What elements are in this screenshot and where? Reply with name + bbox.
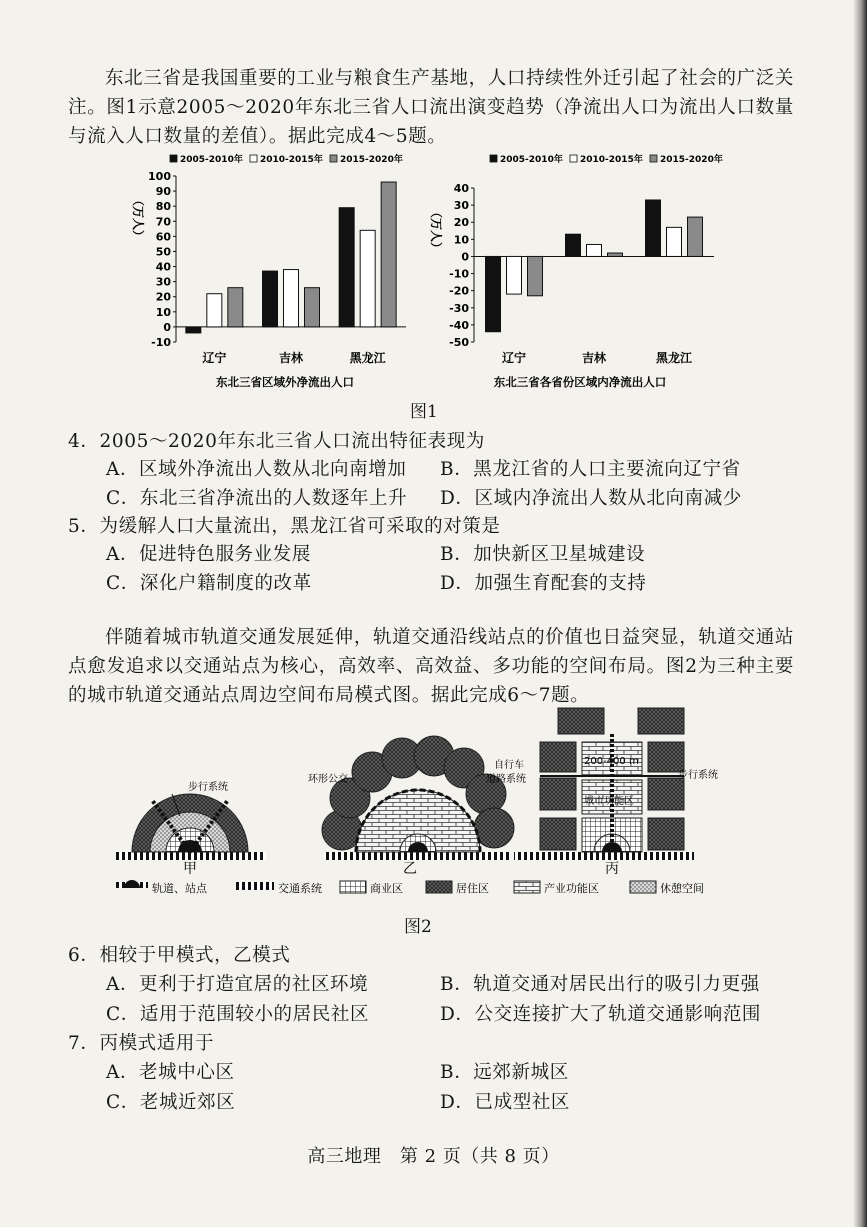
q6-option-c[interactable]: C．适用于范围较小的居民社区 <box>106 1004 370 1025</box>
model-jia <box>116 780 266 877</box>
legend-label: 2015-2020年 <box>340 155 403 165</box>
q4-option-a[interactable]: A．区域外净流出人数从北向南增加 <box>106 459 407 480</box>
question-7-stem: 7．丙模式适用于 <box>68 1033 215 1054</box>
q7-option-a[interactable]: A．老城中心区 <box>106 1062 235 1083</box>
chart-within-region <box>429 153 723 389</box>
y-tick-label: 10 <box>155 305 171 319</box>
bar <box>228 288 243 327</box>
y-tick-label: 50 <box>155 245 171 259</box>
legend-label: 2005-2010年 <box>500 155 563 165</box>
q7-option-d[interactable]: D．已成型社区 <box>440 1092 571 1113</box>
legend-label: 2010-2015年 <box>580 155 643 165</box>
chart-title: 东北三省各省份区域内净流出人口 <box>493 375 667 389</box>
bar <box>566 234 581 256</box>
figure-1 <box>110 150 750 395</box>
figure-1-caption: 图1 <box>410 402 438 422</box>
y-tick-label: -20 <box>449 284 469 298</box>
x-tick-label: 黑龙江 <box>655 351 693 365</box>
q5-option-a[interactable]: A．促进特色服务业发展 <box>106 544 311 565</box>
y-tick-label: -10 <box>449 267 469 281</box>
q7-option-c[interactable]: C．老城近郊区 <box>106 1092 236 1113</box>
legend-swatch <box>330 155 337 162</box>
legend-swatch <box>570 155 577 162</box>
y-tick-label: 20 <box>155 290 171 304</box>
bar <box>207 294 222 327</box>
legend-transport: 交通系统 <box>278 882 322 895</box>
question-6-stem: 6．相较于甲模式，乙模式 <box>68 945 291 966</box>
x-tick-label: 吉林 <box>581 351 607 365</box>
y-tick-label: 40 <box>155 260 171 274</box>
bar <box>608 253 623 256</box>
q4-option-b[interactable]: B．黑龙江省的人口主要流向辽宁省 <box>440 459 741 480</box>
model-bing <box>486 708 718 877</box>
q4-option-c[interactable]: C．东北三省净流出的人数逐年上升 <box>106 488 408 509</box>
legend-rest-space: 休憩空间 <box>660 882 704 895</box>
label-yi: 乙 <box>403 861 417 877</box>
legend-swatch <box>650 155 657 162</box>
q4-option-d[interactable]: D．区域内净流出人数从北向南减少 <box>440 488 742 509</box>
y-tick-label: 20 <box>453 216 469 230</box>
legend-industry: 产业功能区 <box>544 882 599 895</box>
legend-swatch <box>250 155 257 162</box>
chart-out-of-region <box>131 153 406 389</box>
rail-track <box>324 852 510 860</box>
walk-system-label-2: 步行系统 <box>678 770 718 781</box>
q6-option-d[interactable]: D．公交连接扩大了轨道交通影响范围 <box>440 1004 762 1025</box>
x-tick-label: 辽宁 <box>501 351 527 365</box>
x-tick-label: 吉林 <box>278 351 304 365</box>
y-tick-label: 100 <box>148 170 171 183</box>
legend-swatch <box>170 155 177 162</box>
legend-label: 2010-2015年 <box>260 155 323 165</box>
bar <box>263 271 278 327</box>
x-tick-label: 辽宁 <box>202 351 227 365</box>
city-function-label: 城市功能区 <box>584 796 634 807</box>
bar <box>284 270 299 327</box>
question-4-stem: 4．2005～2020年东北三省人口流出特征表现为 <box>68 431 485 452</box>
ring-bus-label: 环形公交 <box>308 774 348 785</box>
q5-option-b[interactable]: B．加快新区卫星城建设 <box>440 544 646 565</box>
y-tick-label: -30 <box>449 301 469 315</box>
y-tick-label: -10 <box>151 336 171 349</box>
q6-option-b[interactable]: B．轨道交通对居民出行的吸引力更强 <box>440 974 760 995</box>
legend-rail-station: 轨道、站点 <box>152 882 207 895</box>
bar <box>305 288 320 327</box>
y-tick-label: 90 <box>155 185 171 199</box>
walk-system-label: 步行系统 <box>188 782 228 793</box>
label-bing: 丙 <box>605 861 619 877</box>
bike-label-2: 道路系统 <box>486 774 526 785</box>
bar <box>587 244 602 256</box>
y-axis-label: （万人） <box>131 194 145 243</box>
scan-edge <box>853 0 867 1227</box>
y-tick-label: 80 <box>155 200 171 214</box>
figure-2-caption: 图2 <box>404 917 432 937</box>
y-axis-label: （万人） <box>429 206 443 255</box>
bar <box>646 200 661 256</box>
bike-label-1: 自行车 <box>494 760 524 771</box>
y-tick-label: 40 <box>453 182 469 195</box>
legend-residential: 居住区 <box>456 882 489 895</box>
label-jia: 甲 <box>183 861 197 877</box>
legend-swatch <box>490 155 497 162</box>
q7-option-b[interactable]: B．远郊新城区 <box>440 1062 569 1083</box>
y-tick-label: 0 <box>163 320 171 334</box>
bar <box>381 182 396 327</box>
y-tick-label: 30 <box>155 275 171 289</box>
q5-option-d[interactable]: D．加强生育配套的支持 <box>440 573 647 594</box>
legend-label: 2015-2020年 <box>660 155 723 165</box>
q6-option-a[interactable]: A．更利于打造宜居的社区环境 <box>106 974 369 995</box>
legend-label: 2005-2010年 <box>180 155 243 165</box>
rail-track <box>514 852 694 860</box>
q5-option-c[interactable]: C．深化户籍制度的改革 <box>106 573 312 594</box>
x-tick-label: 黑龙江 <box>349 351 386 365</box>
y-tick-label: -50 <box>449 336 469 349</box>
y-tick-label: 30 <box>453 199 469 213</box>
bar <box>667 227 682 256</box>
bar <box>339 208 354 327</box>
question-5-stem: 5．为缓解人口大量流出，黑龙江省可采取的对策是 <box>68 516 501 537</box>
distance-label: 200-400 m <box>584 756 639 767</box>
y-tick-label: 70 <box>155 215 171 229</box>
legend-commerce: 商业区 <box>370 882 403 895</box>
chart-title: 东北三省区域外净流出人口 <box>216 375 354 389</box>
model-yi <box>308 736 514 877</box>
figure-2 <box>110 706 750 902</box>
y-tick-label: 60 <box>155 230 171 244</box>
bar <box>186 327 201 333</box>
y-tick-label: -40 <box>449 318 469 332</box>
bar <box>360 230 375 327</box>
intro-paragraph-1: 东北三省是我国重要的工业与粮食生产基地，人口持续性外迁引起了社会的广泛关注。图1示意2005～2020年东北三省人口流出演变趋势（净流出人口为流出人口数量与流入人口数量的差值）。据此完成4～5题。 <box>68 68 794 147</box>
bar <box>486 256 501 331</box>
y-tick-label: 10 <box>453 233 469 247</box>
bar <box>688 217 703 256</box>
bar <box>507 256 522 294</box>
intro-paragraph-2: 伴随着城市轨道交通发展延伸，轨道交通沿线站点的价值也日益突显，轨道交通站点愈发追求以交通站点为核心，高效率、高效益、多功能的空间布局。图2为三种主要的城市轨道交通站点周边空间布局模式图。据此完成6～7题。 <box>68 627 794 706</box>
y-tick-label: 0 <box>461 250 469 264</box>
page-footer: 高三地理 第 2 页（共 8 页） <box>307 1146 560 1167</box>
figure-2-legend <box>116 880 704 895</box>
rail-track <box>116 852 266 860</box>
bar <box>528 256 543 295</box>
